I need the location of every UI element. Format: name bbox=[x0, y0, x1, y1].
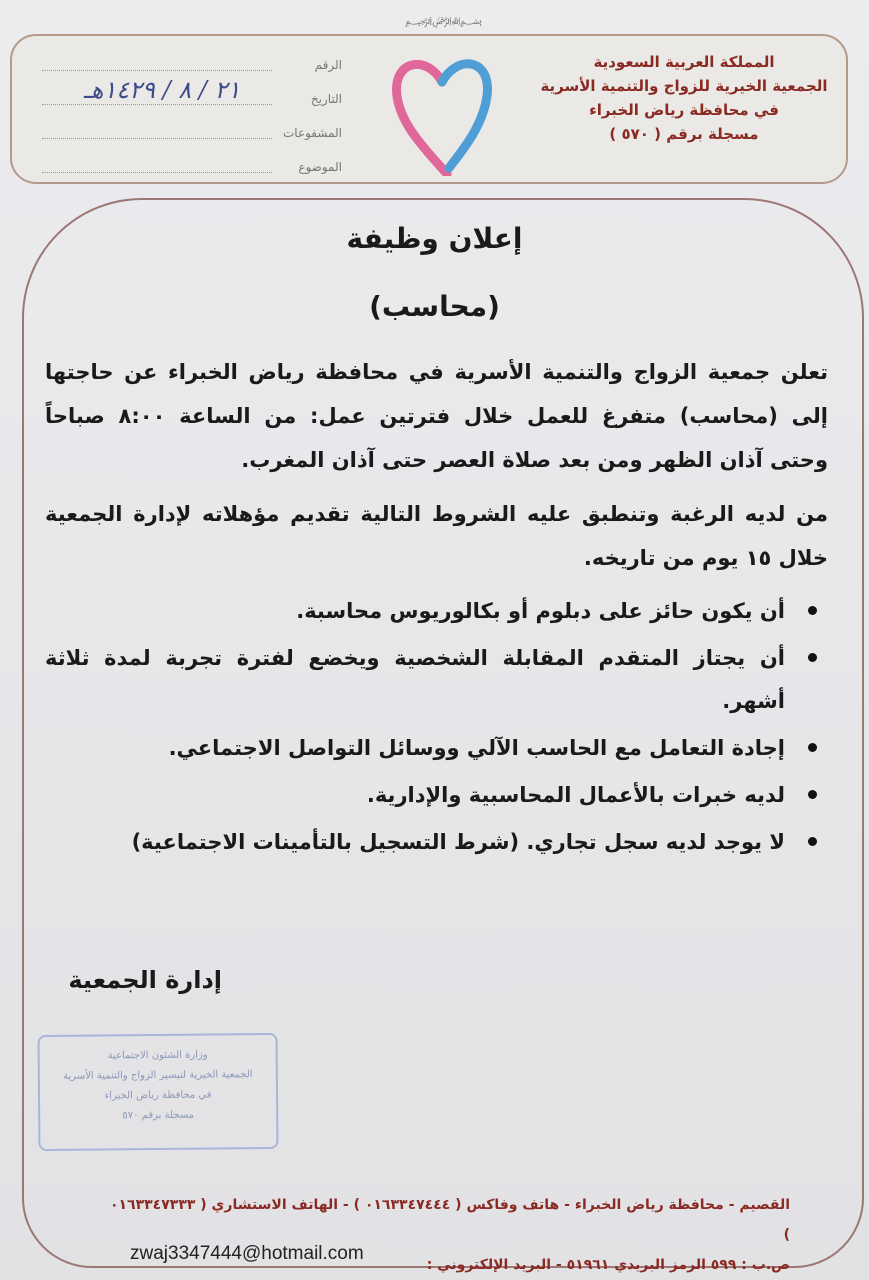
heart-logo-icon bbox=[387, 46, 497, 176]
conditions-list bbox=[45, 590, 817, 868]
organization-name bbox=[534, 50, 834, 146]
bullet-icon bbox=[808, 606, 817, 615]
meta-subject-line bbox=[42, 171, 272, 173]
stamp-line: مسجلة برقم ٥٧٠ bbox=[122, 1109, 195, 1122]
meta-date-label: التاريخ bbox=[310, 92, 342, 106]
meta-subject-label: الموضوع bbox=[298, 160, 342, 174]
announcement-subtitle: (محاسب) bbox=[369, 290, 500, 323]
condition-text: إجادة التعامل مع الحاسب الآلي ووسائل التواصل الاجتماعي. bbox=[168, 736, 785, 760]
bullet-icon bbox=[808, 790, 817, 799]
announcement-paragraph-2: من لديه الرغبة وتنطبق عليه الشروط التالية تقديم مؤهلاته لإدارة الجمعية خلال ١٥ يوم من تاريخه. bbox=[45, 502, 828, 570]
meta-number-label: الرقم bbox=[314, 58, 342, 72]
announcement-paragraph-1: تعلن جمعية الزواج والتنمية الأسرية في محافظة رياض الخبراء عن حاجتها إلى (محاسب) متفرغ للعمل خلال فترتين عمل: من الساعة ٨:٠٠ صباحاً وحتى آذان الظهر ومن بعد صلاة العصر حتى آذان المغرب. bbox=[45, 360, 828, 472]
bullet-icon bbox=[808, 837, 817, 846]
condition-item bbox=[45, 774, 817, 817]
condition-text: أن يجتاز المتقدم المقابلة الشخصية ويخضع لفترة تجربة لمدة ثلاثة أشهر. bbox=[45, 646, 785, 713]
meta-subject-row bbox=[42, 150, 342, 184]
handwritten-date: ٢١ / ٨ / ١٤٢٩هـ bbox=[83, 76, 241, 104]
condition-item bbox=[45, 637, 817, 723]
stamp-line: الجمعية الخيرية لتيسير الزواج والتنمية الأسرية bbox=[63, 1069, 253, 1082]
org-line-association: الجمعية الخيرية للزواج والتنمية الأسرية bbox=[540, 77, 828, 95]
condition-text: لا يوجد لديه سجل تجاري. (شرط التسجيل بالتأمينات الاجتماعية) bbox=[131, 830, 785, 854]
letter-meta bbox=[42, 48, 342, 184]
meta-attachments-line bbox=[42, 137, 272, 139]
footer-contact bbox=[100, 1190, 790, 1280]
org-line-country: المملكة العربية السعودية bbox=[593, 53, 775, 71]
org-line-governorate: في محافظة رياض الخبراء bbox=[589, 101, 779, 119]
condition-text: أن يكون حائز على دبلوم أو بكالوريوس محاسبة. bbox=[296, 599, 785, 623]
meta-attachments-label: المشفوعات bbox=[282, 126, 342, 140]
meta-attachments-row bbox=[42, 116, 342, 150]
meta-number-line bbox=[42, 69, 272, 71]
footer-line-address: ص.ب : ٥٩٩ الرمز البريدي ٥١٩٦١ - البريد الإلكتروني : bbox=[426, 1257, 790, 1273]
condition-text: لديه خبرات بالأعمال المحاسبية والإدارية. bbox=[366, 783, 785, 807]
condition-item bbox=[45, 590, 817, 633]
condition-item bbox=[45, 727, 817, 770]
condition-item bbox=[45, 821, 817, 864]
stamp-line: وزارة الشئون الاجتماعية bbox=[107, 1049, 208, 1062]
basmala-ornament: ﷽ bbox=[405, 16, 482, 27]
signature-management: إدارة الجمعية bbox=[68, 966, 222, 994]
bullet-icon bbox=[808, 653, 817, 662]
letterhead bbox=[10, 34, 848, 184]
announcement-title: إعلان وظيفة bbox=[346, 222, 523, 255]
footer-line-phones: القصيم - محافظة رياض الخبراء - هاتف وفاكس ( ٠١٦٣٣٤٧٤٤٤ ) - الهاتف الاستشاري ( ٠١٦٣٣٤٧٣٣٣ ) bbox=[109, 1197, 790, 1243]
org-line-registration: مسجلة برقم ( ٥٧٠ ) bbox=[609, 125, 759, 143]
stamp-line: في محافظة رياض الخبراء bbox=[104, 1089, 212, 1102]
bullet-icon bbox=[808, 743, 817, 752]
footer-email: zwaj3347444@hotmail.com bbox=[130, 1243, 364, 1264]
official-stamp bbox=[37, 1033, 278, 1151]
